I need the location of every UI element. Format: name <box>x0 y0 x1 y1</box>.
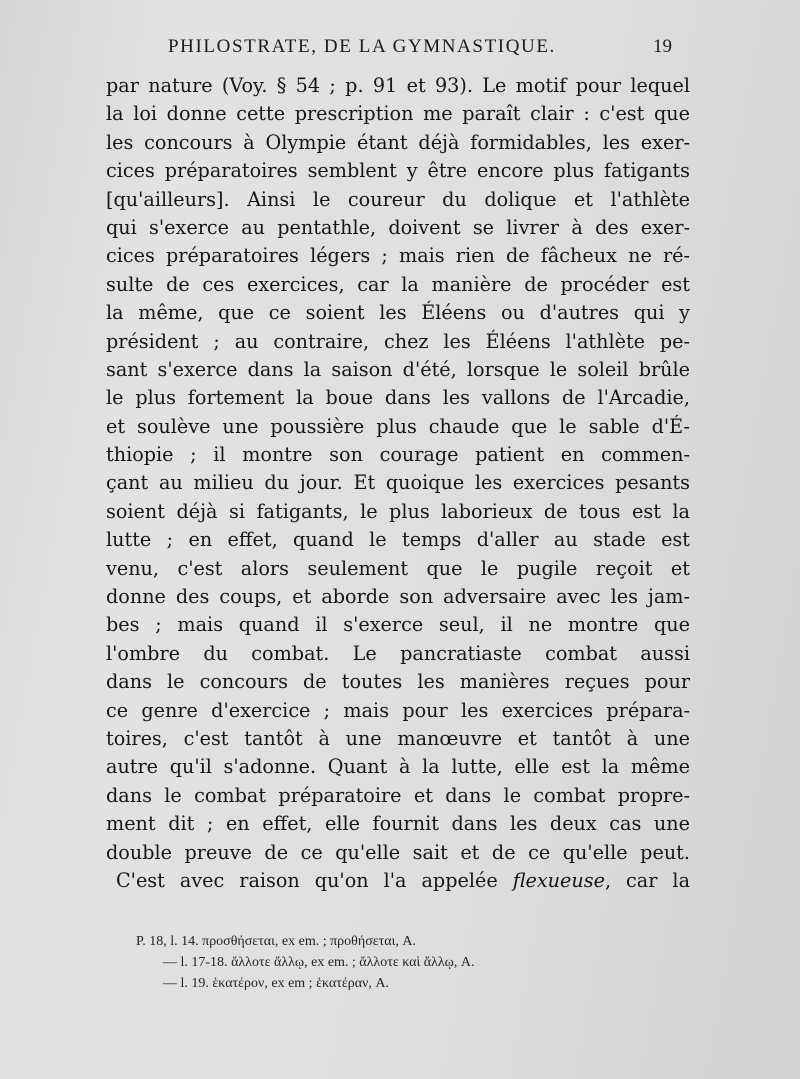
text-line: la loi donne cette prescription me paraît clair : c'est que <box>106 102 690 126</box>
text-line: le plus fortement la boue dans les vallons de l'Arcadie, <box>106 386 690 410</box>
text-line: les concours à Olympie étant déjà formidables, les exer- <box>106 130 690 154</box>
text-line: cices préparatoires semblent y être encore plus fatigants <box>106 159 690 183</box>
text-line: donne des coups, et aborde son adversaire avec les jam- <box>106 585 690 609</box>
footnote-text: ἑκατέρον, ex em ; ἑκατέραν, A. <box>212 976 389 991</box>
text-line: toires, c'est tantôt à une manœuvre et tantôt à une <box>106 726 690 750</box>
footnote-ref: P. 18, l. 14. <box>136 934 199 949</box>
text-line: et soulève une poussière plus chaude que le sable d'É- <box>106 414 690 438</box>
text-line: [qu'ailleurs]. Ainsi le coureur du dolique et l'athlète <box>106 187 690 211</box>
text-line: la même, que ce soient les Éléens ou d'autres qui y <box>106 301 690 325</box>
text-line: double preuve de ce qu'elle sait et de ce qu'elle peut. <box>106 840 690 864</box>
text-line: bes ; mais quand il s'exerce seul, il ne montre que <box>106 613 690 637</box>
running-title: PHILOSTRATE, DE LA GYMNASTIQUE. <box>168 36 556 57</box>
text-line: par nature (Voy. § 54 ; p. 91 et 93). Le motif pour lequel <box>106 74 690 97</box>
footnote <box>136 973 656 994</box>
body-text <box>106 72 690 895</box>
text-line: lutte ; en effet, quand le temps d'aller au stade est <box>106 528 690 552</box>
footnotes <box>136 931 656 994</box>
text-line: soient déjà si fatigants, le plus laborieux de tous est la <box>106 499 690 523</box>
footnote <box>136 952 656 973</box>
footnote-text: ἄλλοτε ἄλλῳ, ex em. ; ἄλλοτε καὶ ἄλλῳ, A. <box>231 955 475 970</box>
footnote-text: προσθήσεται, ex em. ; προθήσεται, A. <box>202 934 416 949</box>
text-line: dans le combat préparatoire et dans le combat propre- <box>106 783 690 807</box>
footnote <box>136 931 656 952</box>
text-line: l'ombre du combat. Le pancratiaste combat aussi <box>106 641 690 665</box>
text-line: qui s'exerce au pentathle, doivent se livrer à des exer- <box>106 215 690 239</box>
footnote-ref: — l. 17-18. <box>163 955 228 970</box>
footnote-ref: — l. 19. <box>163 976 209 991</box>
text-line: sulte de ces exercices, car la manière de procéder est <box>106 272 690 296</box>
text-line: cices préparatoires légers ; mais rien de fâcheux ne ré- <box>106 244 690 268</box>
text-run: , car la <box>604 868 691 892</box>
text-line: ment dit ; en effet, elle fournit dans les deux cas une <box>106 812 690 836</box>
text-line: président ; au contraire, chez les Éléens l'athlète pe- <box>106 329 690 353</box>
text-line: venu, c'est alors seulement que le pugile reçoit et <box>106 556 690 580</box>
text-line: sant s'exerce dans la saison d'été, lorsque le soleil brûle <box>106 357 690 381</box>
page-number: 19 <box>653 36 672 57</box>
text-line: ce genre d'exercice ; mais pour les exercices prépara- <box>106 698 690 722</box>
text-line: thiopie ; il montre son courage patient en commen- <box>106 443 690 467</box>
text-line: dans le concours de toutes les manières reçues pour <box>106 670 690 694</box>
text-run: C'est avec raison qu'on l'a appelée <box>116 868 513 892</box>
text-line: autre qu'il s'adonne. Quant à la lutte, elle est la même <box>106 755 690 779</box>
text-line-last <box>106 867 690 895</box>
text-line: çant au milieu du jour. Et quoique les exercices pesants <box>106 471 690 495</box>
italic-term: flexueuse <box>512 868 605 892</box>
